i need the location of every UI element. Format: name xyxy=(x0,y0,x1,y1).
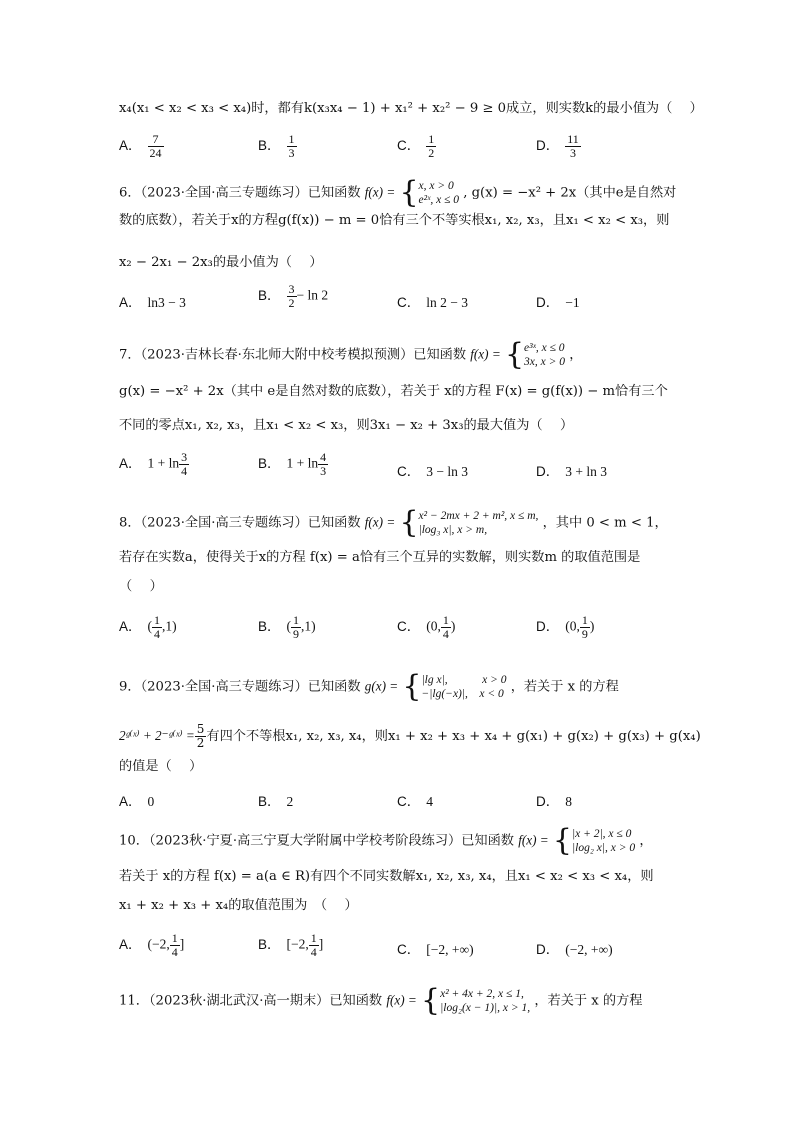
fraction: $\frac{1}{3}$ xyxy=(288,132,295,160)
text-line-15: 若关于 x的方程 f(x) = a(a ∈ R)有四个不同实数解x₁, x₂, x₃, x₄，且x₁ < x₂ < x₃ < x₄，则 xyxy=(119,869,654,884)
text-line-6: g(x) = −x² + 2x（其中 e是自然对数的底数），若关于 x的方程 F(x) = g(f(x)) − m恰有三个 xyxy=(119,384,668,399)
question-10-stem: 10．（2023秋·宁夏·高三宁夏大学附属中学校考阶段练习）已知函数 f(x) = { |x + 2|, x ≤ 0 |log₂ x|, x > 0 ， xyxy=(119,823,653,858)
piecewise-cases: e³ˣ, x ≤ 0 3x, x > 0 xyxy=(524,342,566,368)
fraction: $\frac{1}{4}$ xyxy=(442,613,449,641)
option-q5-b[interactable]: B． $\frac{1}{3}$ xyxy=(258,132,295,160)
fraction: $\frac{11}{3}$ xyxy=(567,132,579,160)
option-q10-a[interactable]: A． (−2, $\frac{1}{4}$ ] xyxy=(119,931,185,959)
fraction: $\frac{1}{2}$ xyxy=(428,132,435,160)
question-11-stem: 11．（2023秋·湖北武汉·高一期末）已知函数 f(x) = { x² + 4x + 2, x ≤ 1, |log₂(x − 1)|, x > 1, ，若关于 x 的方程 xyxy=(119,983,643,1018)
piecewise-cases: x² + 4x + 2, x ≤ 1, |log₂(x − 1)|, x > 1, xyxy=(440,988,531,1014)
question-9-stem: 9．（2023·全国·高三专题练习）已知函数 g(x) = { |lg x|, x > 0 −|lg(−x)|, x < 0 ，若关于 x 的方程 xyxy=(119,669,619,704)
fraction: $\frac{5}{2}$ xyxy=(196,722,205,750)
piecewise-cases: |x + 2|, x ≤ 0 |log₂ x|, x > 0 xyxy=(572,828,636,854)
text-line-7: 不同的零点x₁, x₂, x₃，且x₁ < x₂ < x₃，则3x₁ − x₂ + 3x₃的最大值为（ ） xyxy=(119,418,574,433)
options-q8 xyxy=(119,614,674,640)
option-q6-b[interactable]: B． $\frac{3}{2}$ − ln 2 xyxy=(258,282,329,310)
option-q9-b[interactable]: B． 2 xyxy=(258,794,294,809)
question-6-stem: 6．（2023·全国·高三专题练习）已知函数 f(x) = { x, x > 0 e²ˣ, x ≤ 0 , g(x) = −x² + 2x（其中e是自然对 xyxy=(119,175,677,210)
option-q7-c[interactable]: C． 3 − ln 3 xyxy=(397,464,468,479)
option-q7-b[interactable]: B． 1 + ln $\frac{4}{3}$ xyxy=(258,450,327,478)
option-q8-b[interactable]: B． ( $\frac{1}{9}$ ,1) xyxy=(258,613,316,641)
fraction: $\frac{1}{9}$ xyxy=(581,613,588,641)
text-line-1: x₄(x₁ < x₂ < x₃ < x₄)时，都有k(x₃x₄ − 1) + x₁² + x₂² − 9 ≥ 0成立，则实数k的最小值为（ ） xyxy=(119,101,703,116)
text-line-16: x₁ + x₂ + x₃ + x₄的取值范围为 （ ） xyxy=(119,898,358,913)
text-line-13: 的值是（ ） xyxy=(119,759,203,774)
text-line-4: x₂ − 2x₁ − 2x₃的最小值为（ ） xyxy=(119,255,323,270)
text-line-3: 数的底数），若关于x的方程g(f(x)) − m = 0恰有三个不等实根x₁, x₂, x₃，且x₁ < x₂ < x₃，则 xyxy=(119,213,670,228)
options-q10 xyxy=(119,932,674,958)
option-q8-a[interactable]: A． ( $\frac{1}{4}$ ,1) xyxy=(119,613,177,641)
options-q5 xyxy=(119,133,674,159)
option-q7-a[interactable]: A． 1 + ln $\frac{3}{4}$ xyxy=(119,450,188,478)
option-q6-c[interactable]: C． ln 2 − 3 xyxy=(397,295,468,310)
piecewise-cases: x² − 2mx + 2 + m², x ≤ m, |log₃ x|, x > m, xyxy=(418,510,539,536)
option-q5-c[interactable]: C． $\frac{1}{2}$ xyxy=(397,132,435,160)
options-q7 xyxy=(119,451,674,477)
option-q5-d[interactable]: D． $\frac{11}{3}$ xyxy=(536,132,579,160)
piecewise-cases: x, x > 0 e²ˣ, x ≤ 0 xyxy=(418,180,460,206)
fraction: $\frac{7}{24}$ xyxy=(149,132,162,160)
option-q10-b[interactable]: B． [−2, $\frac{1}{4}$ ] xyxy=(258,931,324,959)
fraction: $\frac{4}{3}$ xyxy=(320,450,327,478)
option-q9-c[interactable]: C． 4 xyxy=(397,794,433,809)
fraction: $\frac{1}{4}$ xyxy=(310,931,317,959)
option-q9-d[interactable]: D． 8 xyxy=(536,794,572,809)
fraction: $\frac{1}{9}$ xyxy=(293,613,300,641)
option-q6-a[interactable]: A． ln3 − 3 xyxy=(119,295,186,310)
fraction: $\frac{1}{4}$ xyxy=(154,613,161,641)
fraction: $\frac{3}{2}$ xyxy=(288,282,295,310)
question-8-stem: 8．（2023·全国·高三专题练习）已知函数 f(x) = { x² − 2mx + 2 + m², x ≤ m, |log₃ x|, x > m, ，其中 0 < m < 1， xyxy=(119,505,668,540)
fraction: $\frac{3}{4}$ xyxy=(181,450,188,478)
option-q8-d[interactable]: D． (0, $\frac{1}{9}$ ) xyxy=(536,613,595,641)
option-q9-a[interactable]: A． 0 xyxy=(119,794,155,809)
question-7-stem: 7．（2023·吉林长春·东北师大附中校考模拟预测）已知函数 f(x) = { e³ˣ, x ≤ 0 3x, x > 0 ， xyxy=(119,337,583,372)
option-q10-d[interactable]: D． (−2, +∞) xyxy=(536,942,613,957)
option-q6-d[interactable]: D． −1 xyxy=(536,295,580,310)
question-9-equation: 2ᵍ⁽ˣ⁾ + 2⁻ᵍ⁽ˣ⁾ = $\frac{5}{2}$ 有四个不等根x₁, x₂, x₃, x₄，则x₁ + x₂ + x₃ + x₄ + g(x₁) + g(x₂) + g(x₃) + g(x₄) xyxy=(119,722,701,750)
fraction: $\frac{1}{4}$ xyxy=(171,931,178,959)
options-q6 xyxy=(119,282,674,317)
piecewise-cases: |lg x|, x > 0 −|lg(−x)|, x < 0 xyxy=(421,674,507,700)
text-line-10: （ ） xyxy=(119,579,163,594)
options-q9 xyxy=(119,790,674,816)
option-q5-a[interactable]: A． $\frac{7}{24}$ xyxy=(119,132,162,160)
text-line-9: 若存在实数a，使得关于x的方程 f(x) = a恰有三个互异的实数解，则实数m 的取值范围是 xyxy=(119,550,641,565)
option-q8-c[interactable]: C． (0, $\frac{1}{4}$ ) xyxy=(397,613,456,641)
option-q10-c[interactable]: C． [−2, +∞) xyxy=(397,942,474,957)
option-q7-d[interactable]: D． 3 + ln 3 xyxy=(536,464,607,479)
